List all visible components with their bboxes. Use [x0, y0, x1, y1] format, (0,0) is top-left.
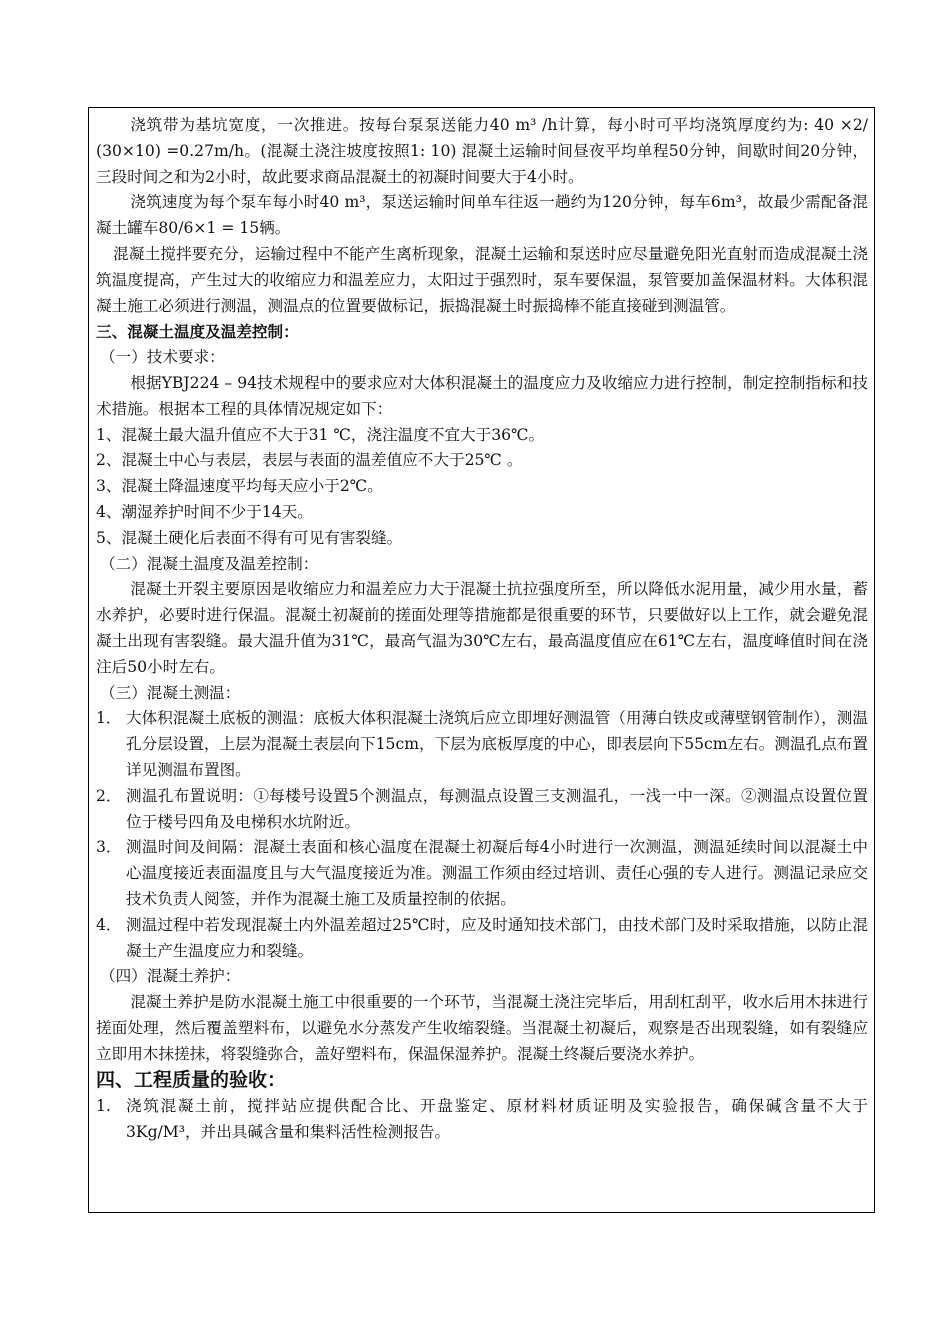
paragraph-pouring-speed: 浇筑速度为每个泵车每小时40 m³，泵送运输时间单车往返一趟约为120分钟，每车6m³，故最少需配备混凝土罐车80/6×1 = 15辆。	[96, 193, 868, 238]
item-text: 测温时间及间隔：混凝土表面和核心温度在混凝土初凝后每4小时进行一次测温，测温延续时间以混凝土中心温度接近表面温度且与大气温度接近为准。测温工作须由经过培训、责任心强的专人进行。测温记录应交技术负责人阅签，并作为混凝土施工及质量控制的依据。	[126, 838, 868, 908]
paragraph-pouring-thickness: 浇筑带为基坑宽度，一次推进。按每台泵泵送能力40 m³ /h计算，每小时可平均浇筑厚度约为: 40 ×2/ (30×10) =0.27m/h。(混凝土浇注坡度按照1: 10) 混凝土运输时间昼夜平均单程50分钟，间歇时间20分钟，三段时间之和为2小时，故此要求商品混凝土的初凝时间要大于4小时。	[96, 116, 868, 186]
item-number: 1.	[96, 1097, 111, 1116]
section4-item	[96, 1094, 868, 1146]
sub4-heading: （四）混凝土养护：	[100, 967, 241, 986]
item-number: 2．	[96, 786, 122, 805]
item-text: 大体积混凝土底板的测温：底板大体积混凝土浇筑后应立即埋好测温管（用薄白铁皮或薄壁钢管制作），测温孔分层设置，上层为混凝土表层向下15cm，下层为底板厚度的中心，即表层向下55cm左右。测温孔点布置详见测温布置图。	[126, 709, 868, 779]
item-number: 1．	[96, 709, 122, 728]
sub4-text: 混凝土养护是防水混凝土施工中很重要的一个环节，当混凝土浇注完毕后，用刮杠刮平，收水后用木抹进行搓面处理，然后覆盖塑料布，以避免水分蒸发产生收缩裂缝。当混凝土初凝后，观察是否出现裂缝，如有裂缝应立即用木抹搓抹，将裂缝弥合，盖好塑料布，保温保湿养护。混凝土终凝后要浇水养护。	[96, 993, 868, 1063]
sub3-item	[96, 835, 868, 912]
sub3-item	[96, 913, 868, 965]
sub1-item: 4、潮湿养护时间不少于14天。	[96, 502, 313, 521]
sub1-item: 3、混凝土降温速度平均每天应小于2℃。	[96, 477, 383, 496]
sub1-item: 1、混凝土最大温升值应不大于31 ℃，浇注温度不宜大于36℃。	[96, 425, 545, 444]
item-number: 3．	[96, 838, 122, 857]
item-number: 4．	[96, 915, 122, 934]
sub1-intro: 根据YBJ224 – 94技术规程中的要求应对大体积混凝土的温度应力及收缩应力进行控制，制定控制指标和技术措施。根据本工程的具体情况规定如下：	[96, 373, 868, 418]
sub3-item	[96, 784, 868, 836]
paragraph-mixing-transport: 混凝土搅拌要充分，运输过程中不能产生离析现象，混凝土运输和泵送时应尽量避免阳光直射而造成混凝土浇筑温度提高，产生过大的收缩应力和温差应力，太阳过于强烈时，泵车要保温，泵管要加盖保温材料。大体积混凝土施工必须进行测温，测温点的位置要做标记，振捣混凝土时振捣棒不能直接碰到测温管。	[96, 244, 868, 315]
document-body	[96, 113, 868, 1146]
sub1-item: 2、混凝土中心与表层，表层与表面的温差值应不大于25℃ 。	[96, 451, 523, 470]
item-text: 测温孔布置说明：①每楼号设置5个测温点，每测温点设置三支测温孔，一浅一中一深。②测温点设置位置位于楼号四角及电梯积水坑附近。	[126, 786, 868, 831]
item-text: 浇筑混凝土前，搅拌站应提供配合比、开盘鉴定、原材料材质证明及实验报告，确保碱含量不大于3Kg/M³，并出具碱含量和集料活性检测报告。	[126, 1097, 868, 1142]
sub3-item	[96, 706, 868, 783]
section4-heading: 四、工程质量的验收：	[96, 1069, 287, 1092]
sub1-item: 5、混凝土硬化后表面不得有可见有害裂缝。	[96, 528, 403, 547]
sub2-text: 混凝土开裂主要原因是收缩应力和温差应力大于混凝土抗拉强度所至，所以降低水泥用量，减少用水量，蓄水养护，必要时进行保温。混凝土初凝前的搓面处理等措施都是很重要的环节，只要做好以上工作，就会避免混凝土出现有害裂缝。最大温升值为31℃，最高气温为30℃左右，最高温度值应在61℃左右，温度峰值时间在浇注后50小时左右。	[96, 580, 868, 676]
sub3-heading: （三）混凝土测温：	[100, 683, 241, 702]
sub2-heading: （二）混凝土温度及温差控制：	[100, 554, 319, 573]
section3-heading: 三、混凝土温度及温差控制：	[96, 322, 299, 342]
item-text: 测温过程中若发现混凝土内外温差超过25℃时，应及时通知技术部门，由技术部门及时采取措施，以防止混凝土产生温度应力和裂缝。	[126, 915, 868, 960]
sub1-heading: （一）技术要求：	[100, 348, 225, 367]
